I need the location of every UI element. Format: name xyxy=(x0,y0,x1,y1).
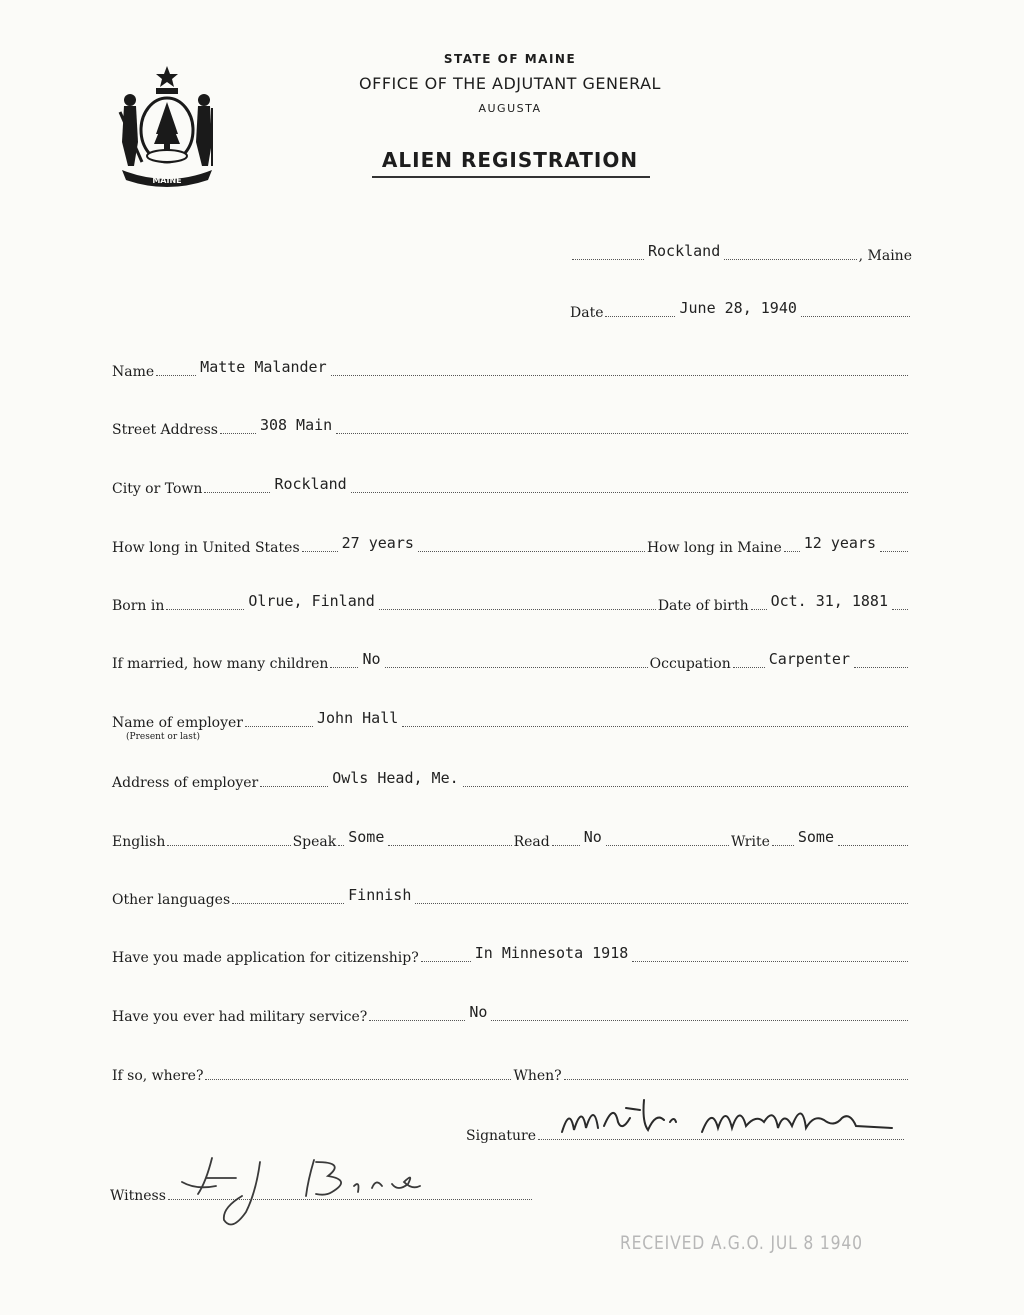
citizenship-row xyxy=(112,942,910,966)
military-row xyxy=(112,1001,910,1025)
employer-row xyxy=(112,707,910,731)
name-value: Matte Malander xyxy=(200,358,327,376)
employer-address-row xyxy=(112,767,910,791)
read-label: Read xyxy=(513,834,550,850)
title-underline xyxy=(372,176,650,178)
children-value: No xyxy=(362,650,381,668)
received-stamp: RECEIVED A.G.O. JUL 8 1940 xyxy=(620,1232,863,1254)
occupation-label: Occupation xyxy=(649,656,731,672)
employer-label: Name of employer xyxy=(112,715,243,731)
birth-row xyxy=(112,590,910,614)
street-value: 308 Main xyxy=(259,416,333,434)
english-label: English xyxy=(112,834,166,850)
witness-signature xyxy=(176,1152,436,1234)
form-title: ALIEN REGISTRATION xyxy=(381,148,639,172)
city-heading: AUGUSTA xyxy=(478,102,542,115)
applicant-signature xyxy=(552,1092,912,1144)
town-label: City or Town xyxy=(112,481,203,497)
write-label: Write xyxy=(731,834,770,850)
employer-sublabel: (Present or last) xyxy=(126,732,200,742)
date-row xyxy=(570,297,912,321)
occupation-value: Carpenter xyxy=(768,650,850,668)
dob-label: Date of birth xyxy=(657,598,749,614)
english-row xyxy=(112,826,910,850)
write-value: Some xyxy=(797,828,834,846)
town-row xyxy=(112,473,910,497)
signature-label: Signature xyxy=(466,1128,537,1144)
speak-label: Speak xyxy=(292,834,337,850)
maine-label: How long in Maine xyxy=(646,540,782,556)
citizenship-value: In Minnesota 1918 xyxy=(474,944,629,962)
children-label: If married, how many children xyxy=(112,656,329,672)
date-value: June 28, 1940 xyxy=(679,299,797,317)
us-label: How long in United States xyxy=(112,540,300,556)
family-row xyxy=(112,648,910,672)
residence-row xyxy=(112,532,910,556)
place-value: Rockland xyxy=(648,242,721,260)
maine-value: 12 years xyxy=(803,534,876,552)
place-row xyxy=(570,240,912,264)
employer-value: John Hall xyxy=(316,709,399,727)
svg-text:MAINE: MAINE xyxy=(152,176,182,185)
name-label: Name xyxy=(112,364,155,380)
military-value: No xyxy=(469,1003,488,1021)
place-suffix: , Maine xyxy=(858,248,912,264)
employer-address-value: Owls Head, Me. xyxy=(332,769,459,787)
other-languages-value: Finnish xyxy=(348,886,412,904)
other-languages-label: Other languages xyxy=(112,892,231,908)
where-label: If so, where? xyxy=(112,1068,204,1084)
street-row xyxy=(112,414,910,438)
witness-label: Witness xyxy=(110,1188,166,1204)
born-label: Born in xyxy=(112,598,165,614)
dob-value: Oct. 31, 1881 xyxy=(770,592,888,610)
speak-value: Some xyxy=(348,828,385,846)
other-languages-row xyxy=(112,884,910,908)
maine-state-seal xyxy=(112,62,222,190)
employer-address-label: Address of employer xyxy=(112,775,259,791)
service-details-row xyxy=(112,1060,910,1084)
name-row xyxy=(112,356,910,380)
town-value: Rockland xyxy=(274,475,347,493)
military-label: Have you ever had military service? xyxy=(112,1009,368,1025)
citizenship-label: Have you made application for citizenship? xyxy=(112,950,419,966)
street-label: Street Address xyxy=(112,422,218,438)
born-value: Olrue, Finland xyxy=(248,592,375,610)
when-label: When? xyxy=(513,1068,562,1084)
read-value: No xyxy=(583,828,602,846)
date-label: Date xyxy=(570,305,604,321)
office-heading: OFFICE OF THE ADJUTANT GENERAL xyxy=(359,74,661,93)
state-heading: STATE OF MAINE xyxy=(443,52,577,66)
us-value: 27 years xyxy=(341,534,414,552)
